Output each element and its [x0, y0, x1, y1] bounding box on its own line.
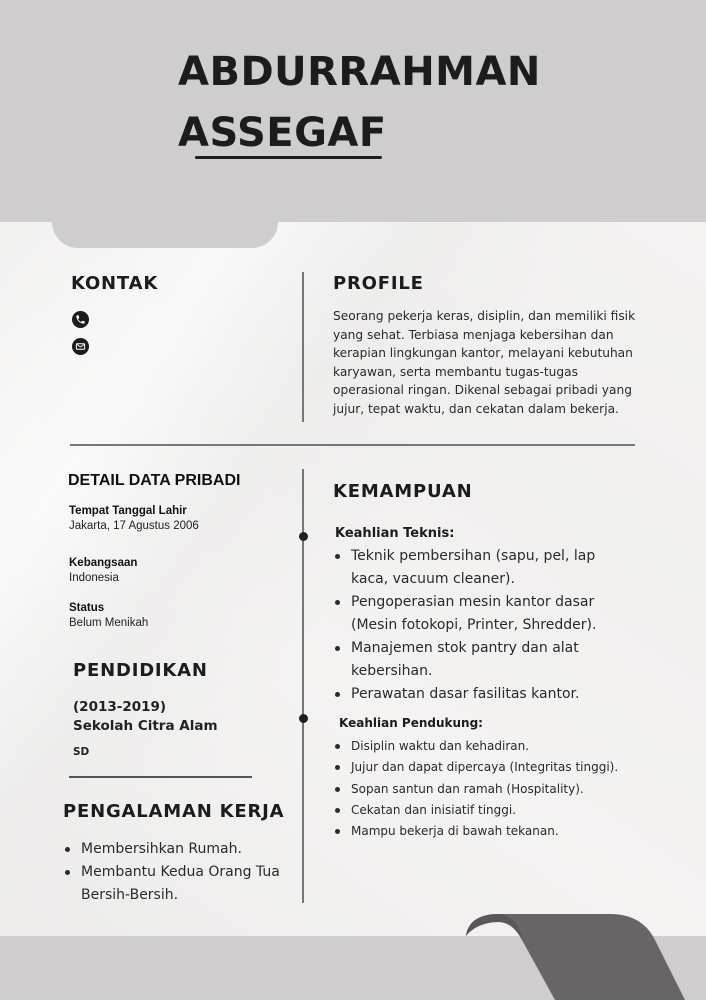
phone-icon — [72, 311, 89, 328]
status-value: Belum Menikah — [69, 617, 149, 629]
support-skills-title: Keahlian Pendukung: — [339, 716, 483, 730]
section-divider — [70, 444, 635, 446]
education-level: SD — [73, 746, 90, 758]
list-item: Teknik pembersihan (sapu, pel, lap kaca, vacuum cleaner). — [333, 545, 633, 591]
personal-details-title: DETAIL DATA PRIBADI — [68, 472, 241, 489]
support-skills-list — [333, 736, 633, 842]
status-label: Status — [69, 602, 105, 614]
birth-label: Tempat Tanggal Lahir — [69, 505, 187, 517]
list-item: Manajemen stok pantry dan alat kebersihan. — [333, 637, 633, 683]
ribbon-decoration — [460, 910, 706, 1000]
list-item: Cekatan dan inisiatif tinggi. — [333, 800, 633, 821]
last-name: ASSEGAF — [178, 110, 387, 156]
technical-skills-title: Keahlian Teknis: — [335, 526, 455, 541]
list-item: Membersihkan Rumah. — [63, 838, 283, 861]
first-name: ABDURRAHMAN — [178, 49, 541, 95]
education-title: PENDIDIKAN — [73, 660, 208, 681]
profile-title: PROFILE — [333, 273, 424, 294]
list-item: Membantu Kedua Orang Tua Bersih-Bersih. — [63, 861, 283, 907]
contact-title: KONTAK — [71, 273, 159, 294]
list-item: Sopan santun dan ramah (Hospitality). — [333, 779, 633, 800]
profile-text: Seorang pekerja keras, disiplin, dan memiliki fisik yang sehat. Terbiasa menjaga kebersihan dan kerapian lingkungan kantor, melayani kebutuhan karyawan, serta membantu tugas-tugas operasional ringan. Dikenal sebagai pribadi yang jujur, tepat waktu, dan cekatan dalam bekerja. — [333, 309, 636, 416]
nationality-label: Kebangsaan — [69, 557, 138, 569]
birth-value: Jakarta, 17 Agustus 2006 — [69, 520, 199, 532]
technical-skills-list — [333, 545, 633, 706]
experience-title: PENGALAMAN KERJA — [63, 801, 285, 822]
education-school: Sekolah Citra Alam — [73, 718, 218, 734]
list-item: Pengoperasian mesin kantor dasar (Mesin fotokopi, Printer, Shredder). — [333, 591, 633, 637]
list-item: Perawatan dasar fasilitas kantor. — [333, 683, 633, 706]
email-icon — [72, 338, 89, 355]
list-item: Disiplin waktu dan kehadiran. — [333, 736, 633, 757]
nationality-value: Indonesia — [69, 572, 119, 584]
list-item: Jujur dan dapat dipercaya (Integritas tinggi). — [333, 757, 633, 778]
name-underline — [195, 156, 382, 159]
top-column-divider — [302, 272, 304, 422]
education-divider — [69, 776, 252, 778]
education-years: (2013-2019) — [73, 699, 167, 715]
header-tab-decoration — [52, 210, 278, 248]
timeline-dot — [299, 532, 308, 541]
skills-title: KEMAMPUAN — [333, 481, 473, 502]
list-item: Mampu bekerja di bawah tekanan. — [333, 821, 633, 842]
experience-list — [63, 838, 283, 907]
timeline-dot — [299, 714, 308, 723]
